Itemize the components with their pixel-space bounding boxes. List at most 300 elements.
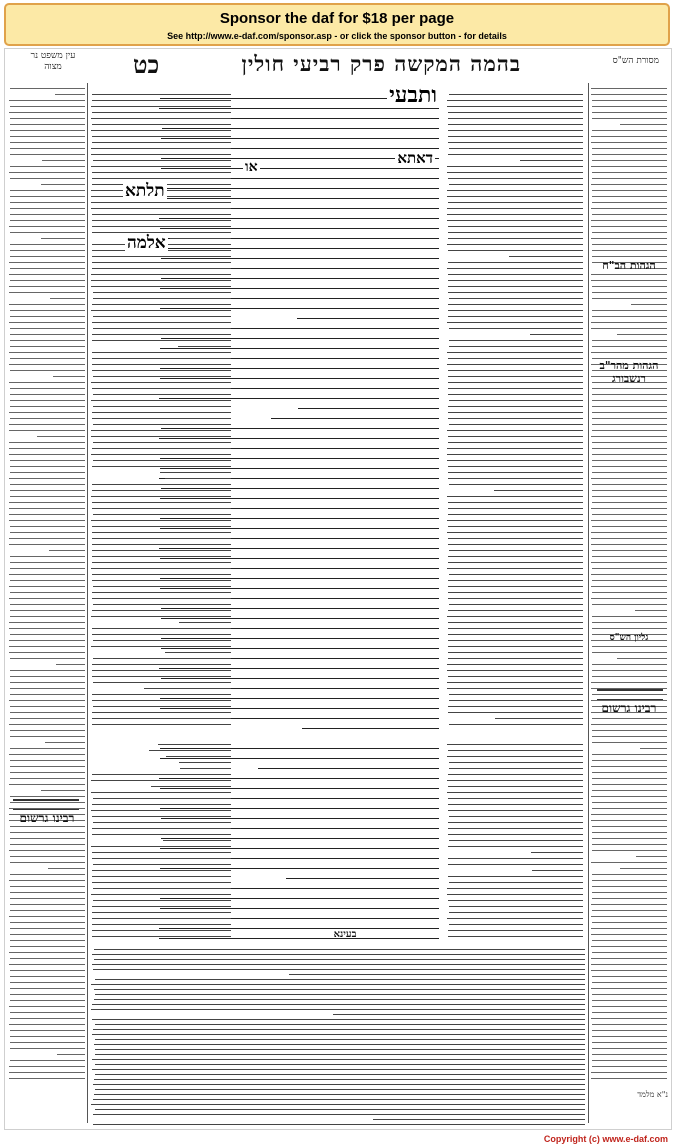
text-line xyxy=(447,220,583,221)
ornament-right xyxy=(597,689,663,700)
text-line xyxy=(92,100,231,101)
text-line xyxy=(37,436,85,437)
text-line xyxy=(92,178,231,179)
text-line xyxy=(9,274,85,275)
text-line xyxy=(93,376,231,377)
text-line xyxy=(95,994,585,995)
text-line xyxy=(10,496,85,497)
text-line xyxy=(635,610,667,611)
text-line xyxy=(448,804,583,805)
text-line xyxy=(91,106,231,107)
text-line xyxy=(10,580,85,581)
text-line xyxy=(447,792,583,793)
text-line xyxy=(373,1119,585,1120)
text-line xyxy=(10,826,85,827)
text-line xyxy=(448,834,583,835)
text-line xyxy=(10,490,85,491)
text-line xyxy=(448,774,583,775)
text-line xyxy=(592,892,667,893)
text-line xyxy=(91,148,231,149)
text-line xyxy=(10,340,85,341)
text-line xyxy=(9,430,85,431)
gemara-opening-word: ותבעי xyxy=(389,82,437,108)
text-line xyxy=(92,580,231,581)
text-line xyxy=(10,688,85,689)
text-line xyxy=(92,774,231,775)
text-line xyxy=(10,862,85,863)
text-line xyxy=(9,850,85,851)
text-line xyxy=(591,820,667,821)
text-line xyxy=(448,598,583,599)
text-line xyxy=(9,1024,85,1025)
text-line xyxy=(448,544,583,545)
bottom-word: בעינא xyxy=(333,929,357,940)
text-line xyxy=(448,274,583,275)
text-line xyxy=(92,906,231,907)
text-line xyxy=(592,310,667,311)
text-line xyxy=(592,802,667,803)
text-line xyxy=(180,768,231,769)
text-line xyxy=(448,658,583,659)
text-line xyxy=(447,268,583,269)
text-line xyxy=(92,352,231,353)
text-line xyxy=(10,928,85,929)
text-line xyxy=(9,952,85,953)
text-line xyxy=(10,130,85,131)
text-line xyxy=(91,496,231,497)
text-line xyxy=(92,172,231,173)
text-line xyxy=(10,196,85,197)
text-line xyxy=(286,878,439,879)
text-line xyxy=(10,856,85,857)
text-line xyxy=(92,370,231,371)
text-line xyxy=(494,490,583,491)
text-line xyxy=(10,970,85,971)
text-line xyxy=(592,286,667,287)
text-line xyxy=(92,610,231,611)
text-line xyxy=(93,1084,585,1085)
text-line xyxy=(92,954,585,955)
text-line xyxy=(92,712,231,713)
text-line xyxy=(591,562,667,563)
text-line xyxy=(449,328,583,329)
text-line xyxy=(10,712,85,713)
text-line xyxy=(592,454,667,455)
text-line xyxy=(448,864,583,865)
text-line xyxy=(91,894,231,895)
text-line xyxy=(92,544,231,545)
text-line xyxy=(592,808,667,809)
text-line xyxy=(592,484,667,485)
text-line xyxy=(302,728,439,729)
text-line xyxy=(640,748,667,749)
text-line xyxy=(592,1048,667,1049)
text-line xyxy=(449,340,583,341)
text-line xyxy=(448,750,583,751)
text-line xyxy=(93,442,231,443)
text-line xyxy=(10,898,85,899)
text-line xyxy=(93,1114,585,1115)
text-line xyxy=(592,568,667,569)
text-line xyxy=(591,904,667,905)
text-line xyxy=(447,688,583,689)
text-line xyxy=(448,178,583,179)
text-line xyxy=(448,466,583,467)
text-line xyxy=(91,310,231,311)
text-line xyxy=(591,508,667,509)
text-line xyxy=(258,768,439,769)
text-line xyxy=(592,922,667,923)
text-line xyxy=(91,780,231,781)
text-line xyxy=(592,316,667,317)
text-line xyxy=(447,664,583,665)
text-line xyxy=(92,918,231,919)
text-line xyxy=(448,130,583,131)
text-line xyxy=(95,1064,585,1065)
text-line xyxy=(620,124,667,125)
text-line xyxy=(10,106,85,107)
text-line xyxy=(447,190,583,191)
rabbeinu-gershom-left-heading: רבינו גרשום xyxy=(19,811,75,825)
text-line xyxy=(92,334,231,335)
gemara-word-2: או xyxy=(245,159,258,175)
text-line xyxy=(9,1072,85,1073)
text-line xyxy=(449,906,583,907)
text-line xyxy=(447,894,583,895)
chapter-title: בהמה המקשה פרק רביעי חולין xyxy=(241,51,521,76)
sponsor-banner[interactable] xyxy=(4,3,670,46)
text-line xyxy=(10,676,85,677)
text-line xyxy=(9,352,85,353)
text-line xyxy=(160,472,231,473)
text-line xyxy=(592,412,667,413)
talmud-page xyxy=(4,48,672,1130)
text-line xyxy=(591,1018,667,1019)
text-line xyxy=(10,394,85,395)
text-line xyxy=(95,1039,585,1040)
text-line xyxy=(592,472,667,473)
text-line xyxy=(178,346,231,347)
text-line xyxy=(9,1006,85,1007)
text-line xyxy=(41,790,85,791)
text-line xyxy=(448,292,583,293)
text-line xyxy=(448,592,583,593)
text-line xyxy=(10,766,85,767)
text-line xyxy=(448,538,583,539)
text-line xyxy=(9,964,85,965)
text-line xyxy=(447,454,583,455)
text-line xyxy=(448,586,583,587)
text-line xyxy=(448,358,583,359)
text-line xyxy=(10,610,85,611)
text-line xyxy=(9,652,85,653)
text-line xyxy=(448,280,583,281)
text-line xyxy=(592,874,667,875)
text-line xyxy=(448,526,583,527)
text-line xyxy=(448,316,583,317)
text-line xyxy=(9,724,85,725)
text-line xyxy=(592,1024,667,1025)
text-line xyxy=(10,844,85,845)
text-line xyxy=(448,798,583,799)
text-line xyxy=(9,538,85,539)
daf-number: כט xyxy=(133,50,160,79)
text-line xyxy=(9,424,85,425)
text-line xyxy=(9,754,85,755)
text-line xyxy=(592,160,667,161)
text-line xyxy=(56,664,85,665)
text-line xyxy=(10,328,85,329)
text-line xyxy=(92,136,231,137)
text-line xyxy=(91,286,231,287)
text-line xyxy=(592,646,667,647)
text-line xyxy=(592,1006,667,1007)
text-line xyxy=(448,822,583,823)
text-line xyxy=(592,106,667,107)
text-line xyxy=(49,550,85,551)
text-line xyxy=(448,436,583,437)
text-line xyxy=(592,388,667,389)
text-line xyxy=(591,970,667,971)
text-line xyxy=(10,736,85,737)
masoret-hashas-label: מסורת הש"ס xyxy=(612,56,659,66)
text-line xyxy=(93,798,231,799)
text-line xyxy=(92,388,231,389)
text-line xyxy=(10,142,85,143)
ornament-left xyxy=(13,799,79,810)
text-line xyxy=(10,616,85,617)
text-line xyxy=(448,388,583,389)
text-line xyxy=(9,448,85,449)
text-line xyxy=(92,598,231,599)
text-line xyxy=(93,658,231,659)
text-line xyxy=(592,178,667,179)
text-line xyxy=(10,772,85,773)
text-line xyxy=(448,610,583,611)
text-line xyxy=(592,460,667,461)
text-line xyxy=(592,850,667,851)
commentary-lower xyxy=(447,739,583,939)
text-line xyxy=(92,418,231,419)
text-line xyxy=(592,418,667,419)
text-line xyxy=(9,916,85,917)
text-line xyxy=(448,118,583,119)
text-line xyxy=(448,202,583,203)
text-line xyxy=(592,652,667,653)
text-line xyxy=(592,448,667,449)
text-line xyxy=(592,346,667,347)
text-line xyxy=(10,904,85,905)
text-line xyxy=(448,936,583,937)
text-line xyxy=(592,976,667,977)
text-line xyxy=(55,94,85,95)
text-line xyxy=(10,190,85,191)
tosafot-word-2: אלמה xyxy=(127,233,166,253)
text-line xyxy=(91,1104,585,1105)
text-line xyxy=(592,940,667,941)
text-line xyxy=(91,520,231,521)
text-line xyxy=(448,900,583,901)
text-line xyxy=(94,1044,585,1045)
text-line xyxy=(9,172,85,173)
text-line xyxy=(592,754,667,755)
text-line xyxy=(333,1014,585,1015)
text-line xyxy=(592,1036,667,1037)
text-line xyxy=(448,810,583,811)
text-line xyxy=(10,472,85,473)
text-line xyxy=(592,670,667,671)
text-line xyxy=(448,310,583,311)
text-line xyxy=(448,142,583,143)
text-line xyxy=(620,868,667,869)
text-line xyxy=(151,786,231,787)
text-line xyxy=(92,502,231,503)
text-line xyxy=(93,900,231,901)
text-line xyxy=(10,220,85,221)
text-line xyxy=(10,166,85,167)
text-line xyxy=(447,756,583,757)
text-line xyxy=(10,154,85,155)
text-line xyxy=(448,394,583,395)
text-line xyxy=(9,304,85,305)
text-line xyxy=(92,700,231,701)
text-line xyxy=(449,148,583,149)
text-line xyxy=(92,364,231,365)
text-line xyxy=(448,580,583,581)
text-line xyxy=(92,562,231,563)
text-line xyxy=(592,886,667,887)
text-line xyxy=(592,340,667,341)
text-line xyxy=(93,1029,585,1030)
text-line xyxy=(92,322,231,323)
text-line xyxy=(92,256,231,257)
text-line xyxy=(592,244,667,245)
text-line xyxy=(592,526,667,527)
text-line xyxy=(9,478,85,479)
text-line xyxy=(91,616,231,617)
text-line xyxy=(10,946,85,947)
text-line xyxy=(10,748,85,749)
text-line xyxy=(9,514,85,515)
text-line xyxy=(448,382,583,383)
text-line xyxy=(93,640,231,641)
text-line xyxy=(448,112,583,113)
text-line xyxy=(636,856,667,857)
text-line xyxy=(149,750,231,751)
text-line xyxy=(448,478,583,479)
text-line xyxy=(10,778,85,779)
text-line xyxy=(591,544,667,545)
text-line xyxy=(9,286,85,287)
text-line xyxy=(10,388,85,389)
text-line xyxy=(9,412,85,413)
text-line xyxy=(592,1000,667,1001)
text-line xyxy=(448,556,583,557)
text-line xyxy=(10,250,85,251)
text-line xyxy=(448,930,583,931)
text-line xyxy=(592,604,667,605)
text-line xyxy=(92,882,231,883)
text-line xyxy=(449,94,583,95)
text-line xyxy=(92,220,231,221)
text-line xyxy=(92,912,231,913)
text-line xyxy=(592,1066,667,1067)
text-line xyxy=(448,304,583,305)
text-line xyxy=(449,604,583,605)
text-line xyxy=(10,694,85,695)
text-line xyxy=(92,1004,585,1005)
text-line xyxy=(495,718,583,719)
text-line xyxy=(591,226,667,227)
text-line xyxy=(447,520,583,521)
text-line xyxy=(9,322,85,323)
text-line xyxy=(591,142,667,143)
text-line xyxy=(592,172,667,173)
text-line xyxy=(448,418,583,419)
text-line xyxy=(10,178,85,179)
text-line xyxy=(592,790,667,791)
text-line xyxy=(591,166,667,167)
text-line xyxy=(592,550,667,551)
text-line xyxy=(447,888,583,889)
text-line xyxy=(447,496,583,497)
gilyon-heading: גליון הש"ס xyxy=(609,633,649,643)
text-line xyxy=(94,1079,585,1080)
text-line xyxy=(447,214,583,215)
text-line xyxy=(92,664,231,665)
text-line xyxy=(9,226,85,227)
text-line xyxy=(592,406,667,407)
text-line xyxy=(591,136,667,137)
text-line xyxy=(591,184,667,185)
text-line xyxy=(92,694,231,695)
text-line xyxy=(92,930,231,931)
text-line xyxy=(10,592,85,593)
text-line xyxy=(10,568,85,569)
text-line xyxy=(163,840,231,841)
text-line xyxy=(591,208,667,209)
text-line xyxy=(170,238,231,239)
text-line xyxy=(9,442,85,443)
text-line xyxy=(95,1054,585,1055)
text-line xyxy=(10,280,85,281)
text-line xyxy=(10,124,85,125)
text-line xyxy=(91,274,231,275)
text-line xyxy=(92,214,231,215)
text-line xyxy=(10,994,85,995)
text-line xyxy=(91,118,231,119)
page-header xyxy=(5,49,671,79)
text-line xyxy=(92,852,231,853)
text-line xyxy=(448,238,583,239)
text-line xyxy=(448,640,583,641)
text-line xyxy=(592,1012,667,1013)
text-line xyxy=(509,256,583,257)
text-line xyxy=(448,232,583,233)
text-line xyxy=(449,550,583,551)
masoret-hashas-column xyxy=(591,83,667,1083)
text-line xyxy=(93,424,231,425)
text-line xyxy=(592,130,667,131)
text-line xyxy=(449,724,583,725)
text-line xyxy=(91,166,231,167)
text-line xyxy=(93,706,231,707)
text-line xyxy=(592,196,667,197)
text-line xyxy=(592,1054,667,1055)
text-line xyxy=(10,1036,85,1037)
text-line xyxy=(10,910,85,911)
text-line xyxy=(448,442,583,443)
